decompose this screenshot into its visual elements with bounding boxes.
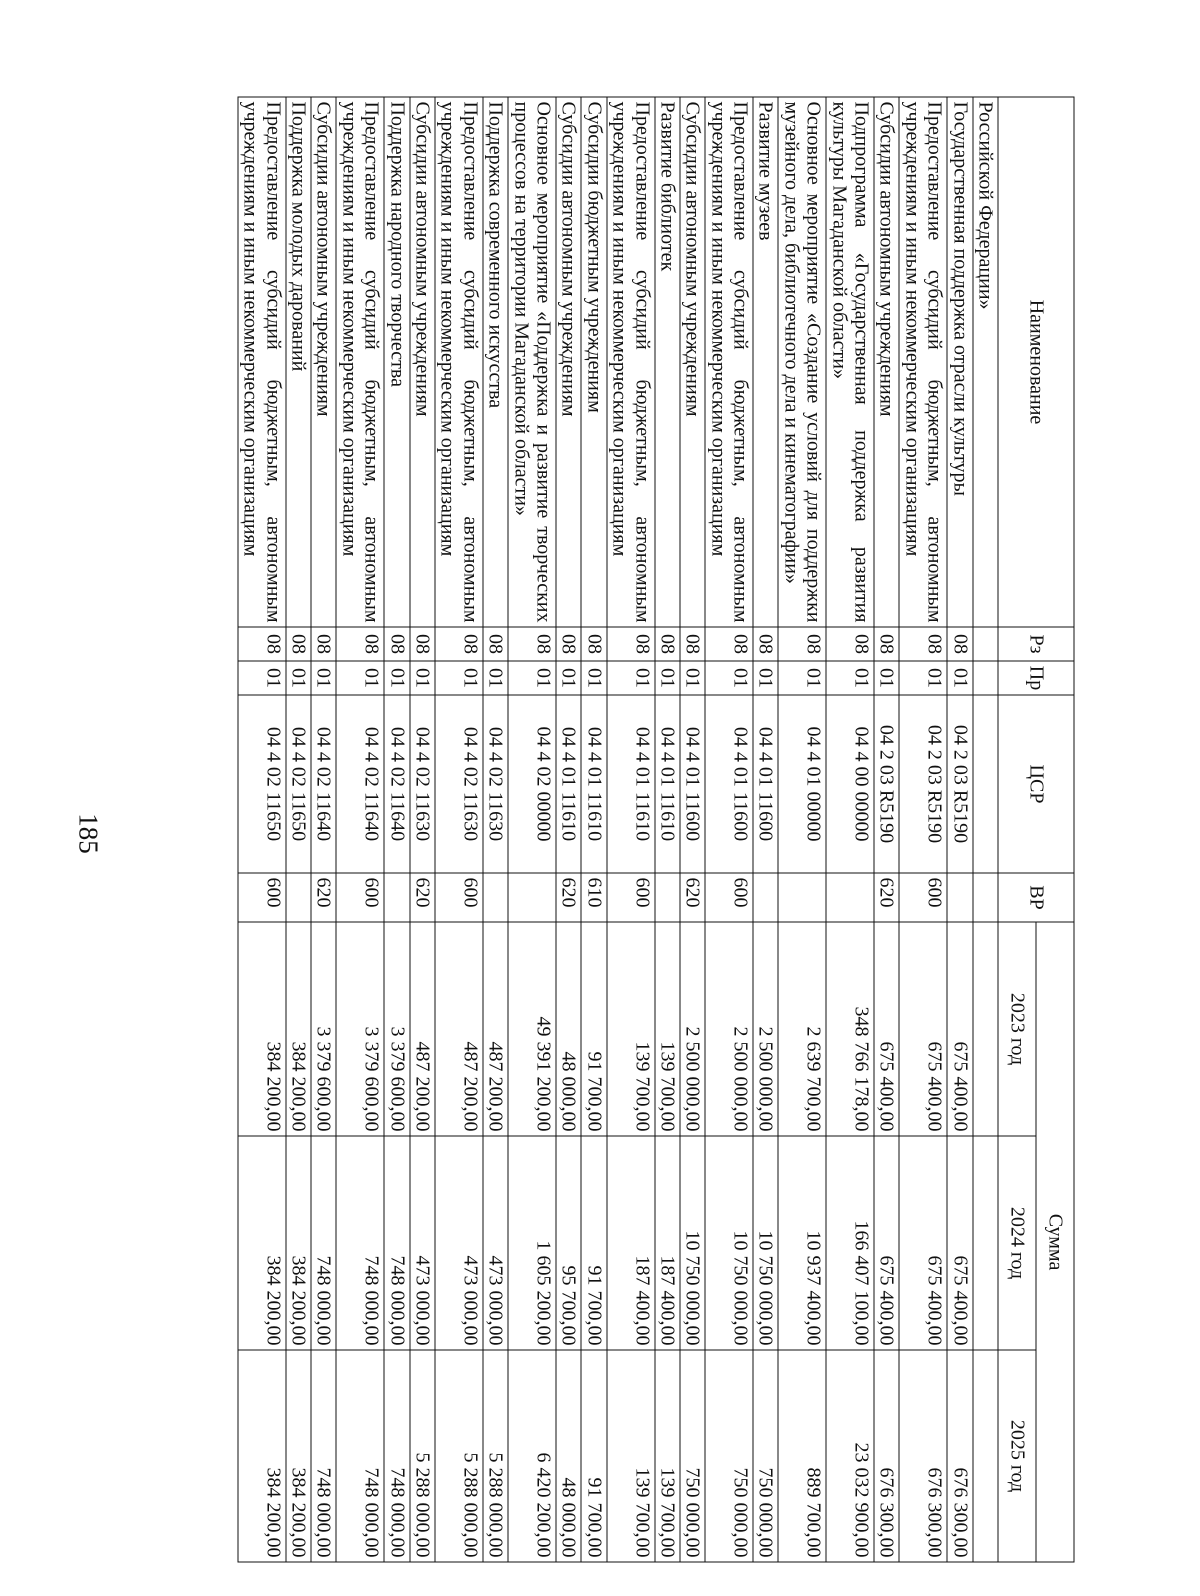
row-csr: 04 4 02 00000 bbox=[508, 695, 556, 873]
row-sum-2025: 748 000,00 bbox=[384, 1350, 409, 1562]
table-row bbox=[607, 97, 655, 1562]
row-vr: 620 bbox=[680, 873, 705, 922]
row-rz: 08 bbox=[384, 627, 409, 661]
table-row bbox=[680, 97, 705, 1562]
row-name: Поддержка молодых дарований bbox=[286, 97, 311, 627]
row-sum-2024: 748 000,00 bbox=[384, 1136, 409, 1350]
row-csr bbox=[973, 695, 998, 873]
row-pr: 01 bbox=[410, 661, 435, 695]
row-sum-2024: 187 400,00 bbox=[607, 1136, 655, 1350]
page-number: 185 bbox=[73, 813, 104, 854]
row-pr: 01 bbox=[705, 661, 753, 695]
row-csr: 04 4 01 00000 bbox=[778, 695, 826, 873]
row-vr bbox=[947, 873, 972, 922]
row-sum-2023: 487 200,00 bbox=[483, 922, 508, 1136]
table-row bbox=[899, 97, 947, 1562]
row-name: Субсидии автономным учреждениям bbox=[680, 97, 705, 627]
row-sum-2024: 10 937 400,00 bbox=[778, 1136, 826, 1350]
row-name: Предоставление субсидий бюджетным, автономным учреждениям и иным некоммерческим организациям bbox=[705, 97, 753, 627]
row-csr: 04 4 02 11640 bbox=[336, 695, 384, 873]
table-row bbox=[286, 97, 311, 1562]
row-sum-2024: 10 750 000,00 bbox=[705, 1136, 753, 1350]
row-sum-2024: 748 000,00 bbox=[336, 1136, 384, 1350]
row-csr: 04 4 02 11650 bbox=[286, 695, 311, 873]
row-vr bbox=[483, 873, 508, 922]
row-sum-2025: 384 200,00 bbox=[238, 1350, 286, 1562]
row-vr: 600 bbox=[705, 873, 753, 922]
rotated-page-content bbox=[195, 97, 1075, 1562]
row-sum-2024: 384 200,00 bbox=[238, 1136, 286, 1350]
table-row bbox=[384, 97, 409, 1562]
row-vr: 610 bbox=[581, 873, 606, 922]
row-vr bbox=[778, 873, 826, 922]
table-body bbox=[238, 97, 998, 1562]
row-sum-2024: 675 400,00 bbox=[899, 1136, 947, 1350]
row-csr: 04 4 02 11630 bbox=[410, 695, 435, 873]
row-sum-2025 bbox=[973, 1350, 998, 1562]
row-csr: 04 4 02 11640 bbox=[311, 695, 336, 873]
header-rz: Рз bbox=[998, 627, 1074, 661]
row-rz: 08 bbox=[874, 627, 899, 661]
row-name: Государственная поддержка отрасли культуры bbox=[947, 97, 972, 627]
row-sum-2024: 675 400,00 bbox=[874, 1136, 899, 1350]
row-name: Поддержка современного искусства bbox=[483, 97, 508, 627]
row-vr bbox=[973, 873, 998, 922]
table-row bbox=[435, 97, 483, 1562]
row-sum-2024: 473 000,00 bbox=[410, 1136, 435, 1350]
row-pr: 01 bbox=[311, 661, 336, 695]
row-rz: 08 bbox=[508, 627, 556, 661]
row-pr: 01 bbox=[483, 661, 508, 695]
row-pr: 01 bbox=[874, 661, 899, 695]
table-row bbox=[410, 97, 435, 1562]
row-sum-2025: 750 000,00 bbox=[753, 1350, 778, 1562]
row-pr: 01 bbox=[384, 661, 409, 695]
row-rz: 08 bbox=[947, 627, 972, 661]
row-sum-2025: 748 000,00 bbox=[311, 1350, 336, 1562]
row-sum-2024: 10 750 000,00 bbox=[753, 1136, 778, 1350]
row-vr bbox=[508, 873, 556, 922]
table-row bbox=[705, 97, 753, 1562]
budget-table bbox=[237, 97, 1074, 1563]
row-pr: 01 bbox=[655, 661, 680, 695]
row-csr: 04 4 01 11600 bbox=[753, 695, 778, 873]
row-sum-2023: 139 700,00 bbox=[655, 922, 680, 1136]
row-csr: 04 4 02 11650 bbox=[238, 695, 286, 873]
table-row bbox=[778, 97, 826, 1562]
row-name: Развитие музеев bbox=[753, 97, 778, 627]
row-name: Субсидии бюджетным учреждениям bbox=[581, 97, 606, 627]
row-pr: 01 bbox=[286, 661, 311, 695]
row-sum-2024: 748 000,00 bbox=[311, 1136, 336, 1350]
table-row bbox=[581, 97, 606, 1562]
header-csr: ЦСР bbox=[998, 695, 1074, 873]
row-csr: 04 4 02 11630 bbox=[435, 695, 483, 873]
row-csr: 04 4 01 11610 bbox=[581, 695, 606, 873]
row-vr bbox=[286, 873, 311, 922]
row-sum-2023 bbox=[973, 922, 998, 1136]
table-row bbox=[336, 97, 384, 1562]
row-name: Предоставление субсидий бюджетным, автономным учреждениям и иным некоммерческим организациям bbox=[238, 97, 286, 627]
row-sum-2023: 348 766 178,00 bbox=[826, 922, 874, 1136]
row-name: Основное мероприятие «Поддержка и развитие творческих процессов на территории Магаданской области» bbox=[508, 97, 556, 627]
table-row bbox=[238, 97, 286, 1562]
row-name: Субсидии автономным учреждениям bbox=[556, 97, 581, 627]
row-vr: 600 bbox=[435, 873, 483, 922]
row-sum-2025: 5 288 000,00 bbox=[483, 1350, 508, 1562]
table-row bbox=[655, 97, 680, 1562]
header-vr: ВР bbox=[998, 873, 1074, 922]
row-pr: 01 bbox=[947, 661, 972, 695]
row-rz: 08 bbox=[705, 627, 753, 661]
row-sum-2023: 487 200,00 bbox=[435, 922, 483, 1136]
row-sum-2025: 384 200,00 bbox=[286, 1350, 311, 1562]
row-pr: 01 bbox=[508, 661, 556, 695]
row-sum-2025: 676 300,00 bbox=[874, 1350, 899, 1562]
row-sum-2025: 889 700,00 bbox=[778, 1350, 826, 1562]
row-sum-2023: 384 200,00 bbox=[238, 922, 286, 1136]
row-sum-2025: 5 288 000,00 bbox=[410, 1350, 435, 1562]
row-csr: 04 4 01 11610 bbox=[556, 695, 581, 873]
header-name: Наименование bbox=[998, 97, 1074, 627]
table-row bbox=[483, 97, 508, 1562]
row-pr bbox=[973, 661, 998, 695]
row-pr: 01 bbox=[753, 661, 778, 695]
row-vr: 620 bbox=[556, 873, 581, 922]
row-csr: 04 4 01 11610 bbox=[655, 695, 680, 873]
row-sum-2023: 2 500 000,00 bbox=[705, 922, 753, 1136]
table-row bbox=[508, 97, 556, 1562]
table-header bbox=[998, 97, 1074, 1562]
row-sum-2025: 676 300,00 bbox=[947, 1350, 972, 1562]
row-vr: 600 bbox=[336, 873, 384, 922]
row-name: Основное мероприятие «Создание условий для поддержки музейного дела, библиотечного дела и кинематографии» bbox=[778, 97, 826, 627]
row-vr: 600 bbox=[607, 873, 655, 922]
row-sum-2023: 91 700,00 bbox=[581, 922, 606, 1136]
row-rz: 08 bbox=[336, 627, 384, 661]
row-rz: 08 bbox=[581, 627, 606, 661]
row-pr: 01 bbox=[238, 661, 286, 695]
row-rz bbox=[973, 627, 998, 661]
row-rz: 08 bbox=[410, 627, 435, 661]
table-row bbox=[874, 97, 899, 1562]
row-name: Субсидии автономным учреждениям bbox=[410, 97, 435, 627]
row-vr bbox=[826, 873, 874, 922]
row-sum-2023: 49 391 200,00 bbox=[508, 922, 556, 1136]
row-sum-2025: 750 000,00 bbox=[680, 1350, 705, 1562]
row-rz: 08 bbox=[680, 627, 705, 661]
table-row bbox=[753, 97, 778, 1562]
row-sum-2024: 473 000,00 bbox=[435, 1136, 483, 1350]
row-sum-2024: 166 407 100,00 bbox=[826, 1136, 874, 1350]
row-rz: 08 bbox=[483, 627, 508, 661]
row-sum-2023: 487 200,00 bbox=[410, 922, 435, 1136]
row-vr bbox=[384, 873, 409, 922]
row-rz: 08 bbox=[778, 627, 826, 661]
row-sum-2023: 139 700,00 bbox=[607, 922, 655, 1136]
row-sum-2023: 2 639 700,00 bbox=[778, 922, 826, 1136]
row-sum-2024: 384 200,00 bbox=[286, 1136, 311, 1350]
row-vr bbox=[753, 873, 778, 922]
row-sum-2023: 675 400,00 bbox=[899, 922, 947, 1136]
table-row bbox=[311, 97, 336, 1562]
row-rz: 08 bbox=[556, 627, 581, 661]
header-sum: Сумма bbox=[1036, 922, 1074, 1562]
row-rz: 08 bbox=[238, 627, 286, 661]
row-csr: 04 4 01 11600 bbox=[680, 695, 705, 873]
row-sum-2024: 95 700,00 bbox=[556, 1136, 581, 1350]
row-vr: 600 bbox=[899, 873, 947, 922]
row-rz: 08 bbox=[311, 627, 336, 661]
row-pr: 01 bbox=[826, 661, 874, 695]
row-pr: 01 bbox=[336, 661, 384, 695]
row-rz: 08 bbox=[753, 627, 778, 661]
row-name: Поддержка народного творчества bbox=[384, 97, 409, 627]
row-sum-2025: 48 000,00 bbox=[556, 1350, 581, 1562]
row-name: Субсидии автономным учреждениям bbox=[874, 97, 899, 627]
row-sum-2023: 384 200,00 bbox=[286, 922, 311, 1136]
row-sum-2023: 2 500 000,00 bbox=[680, 922, 705, 1136]
row-pr: 01 bbox=[435, 661, 483, 695]
row-rz: 08 bbox=[286, 627, 311, 661]
row-sum-2024 bbox=[973, 1136, 998, 1350]
row-pr: 01 bbox=[607, 661, 655, 695]
row-pr: 01 bbox=[680, 661, 705, 695]
header-pr: Пр bbox=[998, 661, 1074, 695]
header-year-2023: 2023 год bbox=[998, 922, 1036, 1136]
row-sum-2023: 3 379 600,00 bbox=[336, 922, 384, 1136]
row-rz: 08 bbox=[899, 627, 947, 661]
row-name: Развитие библиотек bbox=[655, 97, 680, 627]
row-name: Предоставление субсидий бюджетным, автономным учреждениям и иным некоммерческим организациям bbox=[336, 97, 384, 627]
row-vr: 600 bbox=[238, 873, 286, 922]
row-name: Предоставление субсидий бюджетным, автономным учреждениям и иным некоммерческим организациям bbox=[607, 97, 655, 627]
row-name: Подпрограмма «Государственная поддержка развития культуры Магаданской области» bbox=[826, 97, 874, 627]
row-pr: 01 bbox=[778, 661, 826, 695]
header-year-2025: 2025 год bbox=[998, 1350, 1036, 1562]
row-csr: 04 4 02 11640 bbox=[384, 695, 409, 873]
table-row bbox=[556, 97, 581, 1562]
row-sum-2025: 676 300,00 bbox=[899, 1350, 947, 1562]
row-sum-2025: 748 000,00 bbox=[336, 1350, 384, 1562]
row-pr: 01 bbox=[899, 661, 947, 695]
row-sum-2024: 473 000,00 bbox=[483, 1136, 508, 1350]
row-csr: 04 4 01 11610 bbox=[607, 695, 655, 873]
row-rz: 08 bbox=[655, 627, 680, 661]
row-pr: 01 bbox=[581, 661, 606, 695]
row-vr: 620 bbox=[410, 873, 435, 922]
row-csr: 04 2 03 R5190 bbox=[874, 695, 899, 873]
table-row bbox=[826, 97, 874, 1562]
row-vr bbox=[655, 873, 680, 922]
row-csr: 04 2 03 R5190 bbox=[899, 695, 947, 873]
row-csr: 04 4 02 11630 bbox=[483, 695, 508, 873]
row-sum-2023: 2 500 000,00 bbox=[753, 922, 778, 1136]
row-sum-2024: 10 750 000,00 bbox=[680, 1136, 705, 1350]
row-name: Субсидии автономным учреждениям bbox=[311, 97, 336, 627]
row-sum-2023: 3 379 600,00 bbox=[311, 922, 336, 1136]
row-sum-2024: 91 700,00 bbox=[581, 1136, 606, 1350]
row-sum-2024: 187 400,00 bbox=[655, 1136, 680, 1350]
header-year-2024: 2024 год bbox=[998, 1136, 1036, 1350]
row-csr: 04 2 03 R5190 bbox=[947, 695, 972, 873]
table-row bbox=[973, 97, 998, 1562]
row-sum-2024: 675 400,00 bbox=[947, 1136, 972, 1350]
row-sum-2025: 6 420 200,00 bbox=[508, 1350, 556, 1562]
row-sum-2023: 48 000,00 bbox=[556, 922, 581, 1136]
row-sum-2025: 23 032 900,00 bbox=[826, 1350, 874, 1562]
row-rz: 08 bbox=[435, 627, 483, 661]
row-vr: 620 bbox=[311, 873, 336, 922]
row-name: Предоставление субсидий бюджетным, автономным учреждениям и иным некоммерческим организациям bbox=[899, 97, 947, 627]
row-sum-2024: 1 605 200,00 bbox=[508, 1136, 556, 1350]
row-csr: 04 4 00 00000 bbox=[826, 695, 874, 873]
row-sum-2023: 675 400,00 bbox=[874, 922, 899, 1136]
row-name: Российской Федерации» bbox=[973, 97, 998, 627]
row-vr: 620 bbox=[874, 873, 899, 922]
row-sum-2025: 139 700,00 bbox=[607, 1350, 655, 1562]
row-pr: 01 bbox=[556, 661, 581, 695]
row-sum-2025: 91 700,00 bbox=[581, 1350, 606, 1562]
row-sum-2025: 750 000,00 bbox=[705, 1350, 753, 1562]
row-sum-2023: 3 379 600,00 bbox=[384, 922, 409, 1136]
row-rz: 08 bbox=[607, 627, 655, 661]
row-csr: 04 4 01 11600 bbox=[705, 695, 753, 873]
row-name: Предоставление субсидий бюджетным, автономным учреждениям и иным некоммерческим организациям bbox=[435, 97, 483, 627]
row-rz: 08 bbox=[826, 627, 874, 661]
row-sum-2025: 5 288 000,00 bbox=[435, 1350, 483, 1562]
row-sum-2025: 139 700,00 bbox=[655, 1350, 680, 1562]
table-row bbox=[947, 97, 972, 1562]
row-sum-2023: 675 400,00 bbox=[947, 922, 972, 1136]
